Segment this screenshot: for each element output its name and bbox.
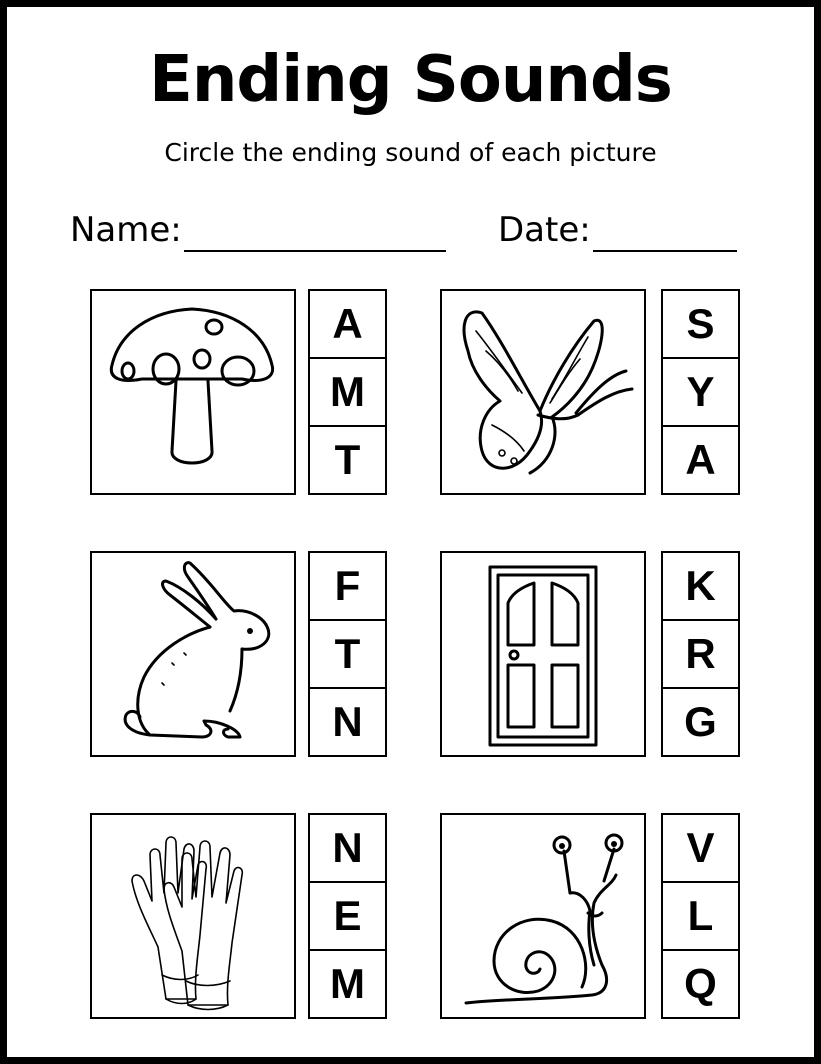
date-line[interactable]	[593, 216, 737, 252]
letter-options-mushroom	[308, 289, 387, 495]
worksheet-title: Ending Sounds	[149, 43, 672, 117]
letter-options-snail	[661, 813, 740, 1019]
name-label: Name:	[70, 210, 182, 250]
letter-option[interactable]: Y	[663, 359, 738, 427]
name-line[interactable]	[184, 216, 446, 252]
picture-box-gloves	[90, 813, 296, 1019]
picture-box-mushroom	[90, 289, 296, 495]
letter-option[interactable]: M	[310, 359, 385, 427]
letter-option[interactable]: T	[334, 436, 361, 483]
letter-option[interactable]: M	[330, 960, 365, 1007]
worksheet-instructions: Circle the ending sound of each picture	[164, 138, 657, 167]
letter-option[interactable]: N	[310, 815, 385, 883]
letter-option[interactable]: N	[332, 698, 363, 745]
picture-box-snail	[440, 813, 646, 1019]
date-label: Date:	[498, 210, 591, 250]
letter-option[interactable]: A	[310, 291, 385, 359]
letter-option[interactable]: V	[663, 815, 738, 883]
letter-option[interactable]: A	[685, 436, 716, 483]
gloves-icon	[92, 815, 294, 1017]
snail-icon	[442, 815, 644, 1017]
letter-option[interactable]: S	[663, 291, 738, 359]
door-icon	[442, 553, 644, 755]
letter-option[interactable]: K	[663, 553, 738, 621]
picture-box-rabbit	[90, 551, 296, 757]
name-field[interactable]	[70, 208, 446, 252]
letter-options-gloves	[308, 813, 387, 1019]
letter-option[interactable]: T	[310, 621, 385, 689]
letter-option[interactable]: G	[684, 698, 717, 745]
letter-options-door	[661, 551, 740, 757]
letter-option[interactable]: Q	[684, 960, 717, 1007]
letter-options-rabbit	[308, 551, 387, 757]
letter-options-butterfly	[661, 289, 740, 495]
letter-option[interactable]: L	[663, 883, 738, 951]
letter-option[interactable]: F	[310, 553, 385, 621]
butterfly-icon	[442, 291, 644, 493]
rabbit-icon	[92, 553, 294, 755]
letter-option[interactable]: R	[663, 621, 738, 689]
letter-option[interactable]: E	[310, 883, 385, 951]
date-field[interactable]	[498, 208, 737, 252]
picture-box-door	[440, 551, 646, 757]
mushroom-icon	[92, 291, 294, 493]
picture-box-butterfly	[440, 289, 646, 495]
